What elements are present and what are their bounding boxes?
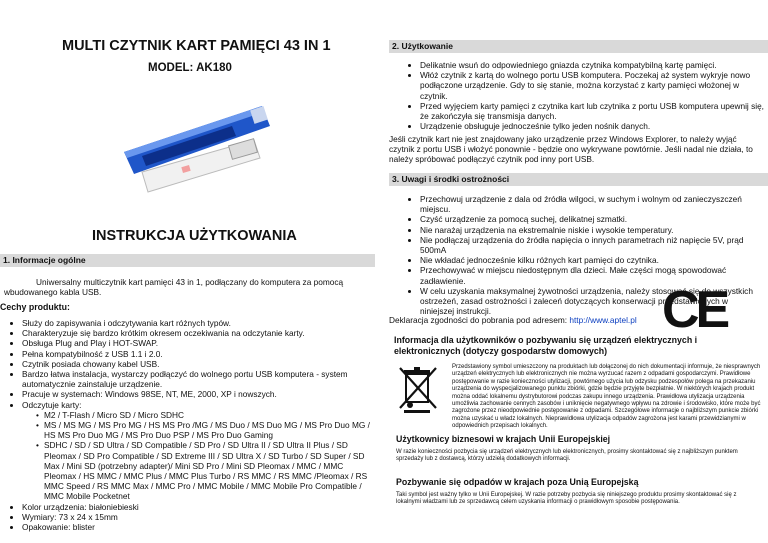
spec-item: • Kolor urządzenia: białoniebieski bbox=[22, 502, 372, 512]
feature-item: • Służy do zapisywania i odczytywania kart różnych typów. bbox=[22, 318, 372, 328]
business-text: W razie konieczności pozbycia się urządzeń elektrycznych lub elektronicznych, prosimy skontaktować się z najbliższym punktem sprzedaży lub z dostawcą, którzy udzielą dodatkowych informacji. bbox=[396, 449, 738, 463]
warning-item: • Nie narażaj urządzenia na ekstremalnie niskie i wysokie temperatury. bbox=[420, 225, 762, 235]
ce-mark: CE bbox=[662, 281, 727, 339]
outside-eu-text: Taki symbol jest ważny tylko w Unii Europejskej. W razie potrzeby pozbycia się niniejszego produktu prosimy skontaktować się z lokalnymi władzami lub ze sprzedawcą celem uzyskania informacji o prawidłowym sposobie postępowania. bbox=[396, 492, 737, 506]
intro-text: Uniwersalny multiczytnik kart pamięci 43 in 1, podłączany do komputera za pomocą wbudowanego kabla USB. bbox=[4, 277, 344, 298]
spec-item: • Opakowanie: blister bbox=[22, 522, 372, 532]
crossed-bin-icon bbox=[396, 364, 440, 414]
card-type-item: • MS / MS MG / MS Pro MG / HS MS Pro /MG / MS Duo / MS Duo MG / MS Pro Duo MG / HS MS Pro Duo MG / MS Pro Duo PSP / MS Pro Duo Gaming bbox=[44, 420, 372, 440]
feature-item: • Pracuje w systemach: Windows 98SE, NT, ME, 2000, XP i nowszych. bbox=[22, 389, 372, 399]
usage-item: • Urządzenie obsługuje jednocześnie tylko jeden nośnik danych. bbox=[420, 121, 764, 131]
conformity-line bbox=[389, 315, 689, 325]
warning-item: • W celu uzyskania maksymalnej żywotności urządzenia, należy stosować się do wszystkich ostrzeżeń, zasad ostrożności i zaleceń dotyczących konserwacji przedstawionych w niniejszej instrukcji. bbox=[420, 286, 762, 317]
weee-text: Przedstawiony symbol umieszczony na produktach lub dołączonej do nich dokumentacji informuje, że niesprawnych urządzeń elektrycznych lub elektronicznych nie można wyrzucać razem z odpadami gospodarczymi. Prawidłowe postępowanie w razie konieczności utylizacji, powtórnego użycia lub odzysku podzespołów polega na przekazaniu urządzenia do wyspecjalizowanego punktu zbiórki, gdzie będzie przyjęte bezpłatnie. W niektórych krajach produkt można oddać lokalnemu dystrybutorowi podczas zakupu innego urządzenia. Prawidłowa utylizacja urządzenia umożliwia zachowanie cennych zasobów i uniknięcie negatywnego wpływu na zdrowie i środowisko, które może być zagrożone przez nieodpowiednie postępowanie z odpadami. Szczegółowe informacje o najbliższym punkcie zbiórki można uzyskać u władz lokalnych. Nieprawidłowa utylizacja odpadów zagrożona jest karami przewidzianymi w odpowiednich przepisach lokalnych. bbox=[452, 364, 761, 430]
section1-heading: 1. Informacje ogólne bbox=[0, 254, 375, 267]
conformity-link[interactable]: http://www.aptel.pl bbox=[569, 315, 637, 325]
warning-item: • Przechowuj urządzenie z dala od źródła wilgoci, w suchym i wolnym od zanieczyszczeń miejscu. bbox=[420, 194, 762, 214]
spec-item: • Wymiary: 73 x 24 x 15mm bbox=[22, 512, 372, 522]
usage-list bbox=[402, 60, 764, 131]
usage-item: • Włóż czytnik z kartą do wolnego portu USB komputera. Poczekaj aż system wykryje nowo podłączone urządzenie. Gdy to się stanie, można korzystać z karty pamięci włożonej w czytnik. bbox=[420, 70, 764, 101]
warning-item: • Czyść urządzenie za pomocą suchej, delikatnej szmatki. bbox=[420, 214, 762, 224]
feature-item: • Obsługa Plug and Play i HOT-SWAP. bbox=[22, 338, 372, 348]
features-list bbox=[4, 318, 372, 532]
weee-heading: Informacja dla użytkowników o pozbywaniu się urządzeń elektrycznych i elektronicznych (dotyczy gospodarstw domowych) bbox=[394, 335, 698, 356]
document-title: MULTI CZYTNIK KART PAMIĘCI 43 IN 1 bbox=[62, 38, 331, 54]
usage-note: Jeśli czytnik kart nie jest znajdowany jako urządzenie przez Windows Explorer, to należy wyjąć czytnik z portu USB i włożyć ponownie - będzie ono wykrywane powtórnie. Jeśli nadal nie działa, to należy spróbować podłączyć czytnik pod inny port USB. bbox=[389, 134, 753, 165]
feature-item: • Pełna kompatybilność z USB 1.1 i 2.0. bbox=[22, 349, 372, 359]
conformity-text: Deklaracja zgodności do pobrania pod adresem: bbox=[389, 315, 570, 325]
section2-heading: 2. Użytkowanie bbox=[389, 40, 768, 53]
feature-item: • Bardzo łatwa instalacja, wystarczy podłączyć do wolnego portu USB komputera - system automatycznie zainstaluje urządzenie. bbox=[22, 369, 372, 389]
card-type-item: • M2 / T-Flash / Micro SD / Micro SDHC bbox=[44, 410, 372, 420]
feature-item bbox=[22, 400, 372, 502]
instruction-title: INSTRUKCJA UŻYTKOWANIA bbox=[92, 228, 297, 244]
feature-item: • Czytnik posiada chowany kabel USB. bbox=[22, 359, 372, 369]
warning-item: • Nie wkładać jednocześnie kilku różnych kart pamięci do czytnika. bbox=[420, 255, 762, 265]
business-heading: Użytkownicy biznesowi w krajach Unii Europejskiej bbox=[396, 434, 611, 444]
section3-heading: 3. Uwagi i środki ostrożności bbox=[389, 173, 768, 186]
card-type-item: • SDHC / SD / SD Ultra / SD Compatible / SD Pro / SD Ultra II / SD Ultra II Plus / SD Pleomax / SD Pro Compatible / SD Extreme III / SD Ultra X / SD Turbo / SD Super / SD Max / Mini SD (potrzebny adapter)/ Mini SD Pro / Mini SD Pleomax / MMC / MMC Pleomax / HS MMC / MMC Plus / MMC Plus Turbo / RS MMC / RS MMC /Pleomax / RS MMC Speed / RS MMC Max / MMC Pro / MMC Mobile / MMC Mobile Pro Compatible / MMC Mobile Pocketnet bbox=[44, 440, 372, 501]
product-photo bbox=[112, 84, 272, 199]
model-label: MODEL: AK180 bbox=[148, 62, 232, 74]
feature-item-label: Odczytuje karty: bbox=[22, 399, 82, 410]
warning-item: • Nie podłączaj urządzenia do źródła napięcia o innych parametrach niż napięcie 5V, prąd 500mA bbox=[420, 235, 762, 255]
warning-item: • Przechowywać w miejscu niedostępnym dla dzieci. Małe części mogą spowodować zadławienie. bbox=[420, 265, 762, 285]
features-heading: Cechy produktu: bbox=[0, 302, 70, 312]
feature-item: • Charakteryzuje się bardzo krótkim okresem oczekiwania na odczytanie karty. bbox=[22, 328, 372, 338]
usage-item: • Delikatnie wsuń do odpowiedniego gniazda czytnika kompatybilną kartę pamięci. bbox=[420, 60, 764, 70]
outside-eu-heading: Pozbywanie się odpadów w krajach poza Unią Europejską bbox=[396, 477, 639, 487]
usage-item: • Przed wyjęciem karty pamięci z czytnika kart lub czytnika z portu USB komputera upewnij się, że zakończyła się transmisja danych. bbox=[420, 101, 764, 121]
